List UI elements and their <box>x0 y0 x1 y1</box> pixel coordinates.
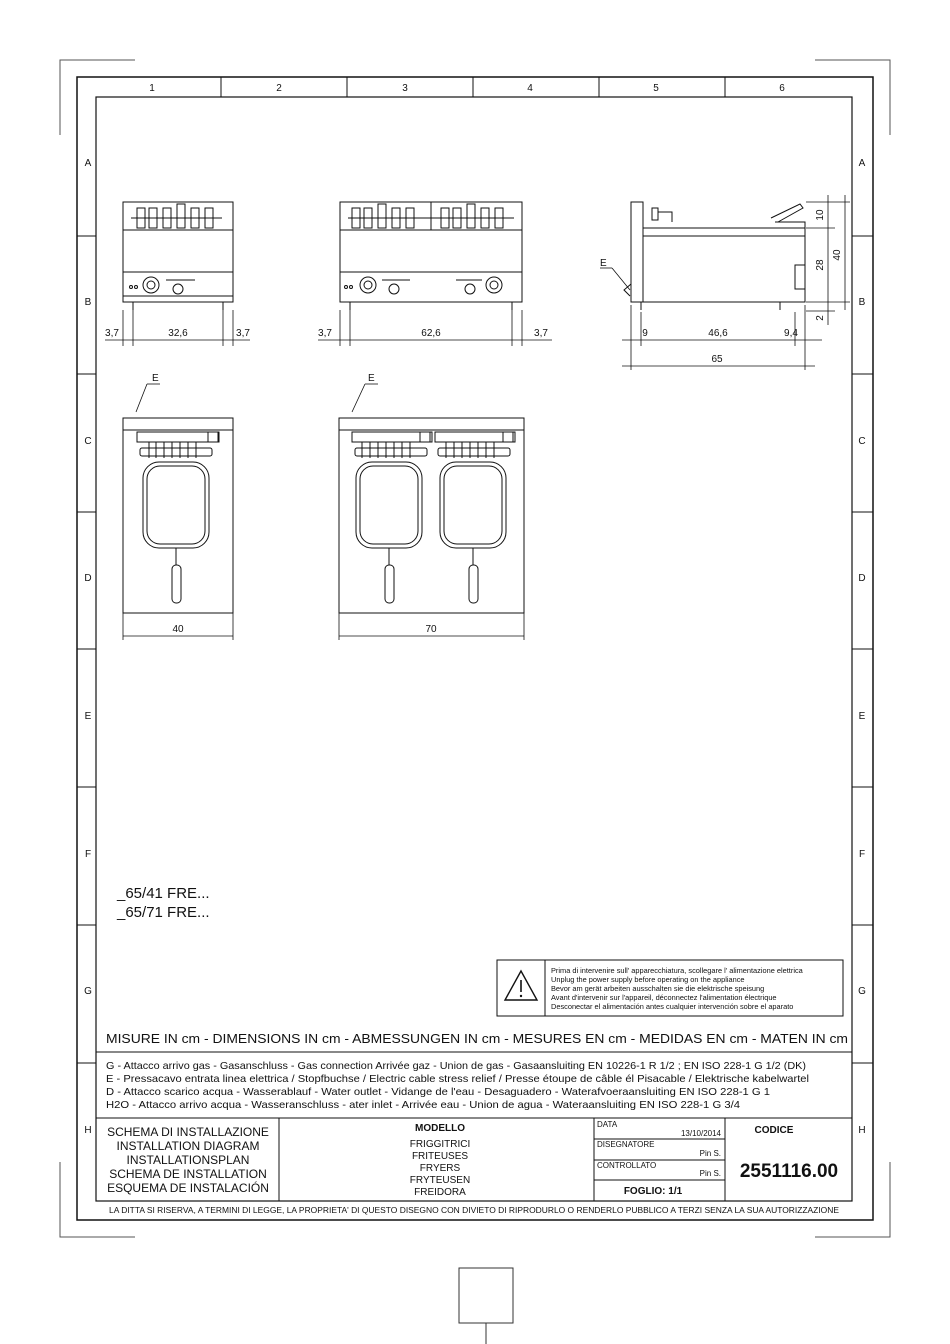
warning-box <box>497 960 843 1016</box>
disegnatore-label: DISEGNATORE <box>597 1140 655 1149</box>
diagram-titles <box>107 1125 269 1195</box>
row-label: A <box>858 158 866 169</box>
row-label: E <box>84 711 92 722</box>
row-label: G <box>84 986 92 997</box>
front-view-single-fryer <box>123 202 233 310</box>
column-label: 5 <box>653 83 659 94</box>
dimension-label: 3,7 <box>236 328 250 339</box>
dimension-label: 3,7 <box>318 328 332 339</box>
dimension-label: 9 <box>642 328 648 339</box>
row-label: C <box>858 436 866 447</box>
side-connection-leader <box>600 268 630 290</box>
dimension-label: 3,7 <box>534 328 548 339</box>
legend-line: E - Pressacavo entrata linea elettrica / Stopfbuchse / Electric cable stress relief / Presse étoupe de câble él Pisacable / Elektrische kabelwartel <box>106 1073 809 1085</box>
diagram-title: ESQUEMA DE INSTALACIÓN <box>107 1181 269 1195</box>
warning-triangle-icon <box>505 971 537 1000</box>
top-single-leader <box>136 384 160 412</box>
disegnatore-value: Pin S. <box>699 1149 721 1158</box>
warning-line: Bevor am gerät arbeiten ausschalten sie die elektrische speisung <box>551 984 765 993</box>
warning-line: Unplug the power supply before operating on the appliance <box>551 975 745 984</box>
controllato-value: Pin S. <box>699 1169 721 1178</box>
diagram-title: SCHEMA DI INSTALLAZIONE <box>107 1125 269 1139</box>
model-code: _65/41 FRE... <box>117 885 210 902</box>
column-labels <box>149 83 785 94</box>
row-dividers <box>77 236 873 1063</box>
top-double-leader <box>352 384 378 412</box>
copyright-footer: LA DITTA SI RISERVA, A TERMINI DI LEGGE, LA PROPRIETA' DI QUESTO DISEGNO CON DIVIETO DI RIPRODURLO O RENDERLO PUBBLICO A TERZI SENZA LA SUA AUTORIZZAZIONE <box>109 1206 839 1215</box>
dimension-label: 40 <box>832 249 843 261</box>
measures-note: MISURE IN cm - DIMENSIONS IN cm - ABMESSUNGEN IN cm - MESURES EN cm - MEDIDAS EN cm - MATEN IN cm <box>106 1031 848 1046</box>
column-dividers <box>221 77 725 97</box>
data-label: DATA <box>597 1120 618 1129</box>
front-view-double-fryer <box>340 202 522 310</box>
top-view-double-fryer <box>339 418 524 613</box>
row-label: C <box>84 436 92 447</box>
row-label: G <box>858 986 866 997</box>
row-label: F <box>84 849 92 860</box>
modello-values <box>410 1139 471 1198</box>
connection-label-e: E <box>600 258 607 269</box>
dimension-label: 2 <box>815 315 826 321</box>
column-label: 2 <box>276 83 282 94</box>
modello-value: FRYTEUSEN <box>409 1175 471 1186</box>
codice-label: CODICE <box>754 1125 794 1136</box>
modello-value: FREIDORA <box>414 1187 466 1198</box>
row-label: A <box>84 158 92 169</box>
warning-line: Prima di intervenire sull' apparecchiatura, scollegare l' alimentazione elettrica <box>551 966 803 975</box>
data-value: 13/10/2014 <box>680 1129 721 1138</box>
warning-line: Desconectar el alimentación antes cualquier intervención sobre el aparato <box>551 1002 794 1011</box>
dimension-label: 62,6 <box>421 328 441 339</box>
modello-value: FRYERS <box>419 1163 461 1174</box>
row-label: D <box>858 573 866 584</box>
column-label: 1 <box>149 83 155 94</box>
column-label: 4 <box>527 83 533 94</box>
controllato-label: CONTROLLATO <box>597 1161 657 1170</box>
modello-value: FRITEUSES <box>411 1151 469 1162</box>
dimension-label: 40 <box>172 624 184 635</box>
dimension-label: 46,6 <box>708 328 728 339</box>
sheet-number: FOGLIO: 1/1 <box>623 1186 683 1197</box>
outer-frame <box>77 77 873 1220</box>
legend-line: D - Attacco scarico acqua - Wasserablauf - Water outlet - Vidange de l'eau - Desaguadero - Waterafvoeraansluiting EN ISO 228-1 G 1 <box>106 1086 771 1098</box>
dimension-label: 10 <box>815 209 826 221</box>
connection-label-e: E <box>368 373 375 384</box>
dimension-label: 3,7 <box>105 328 119 339</box>
dimension-label: 70 <box>425 624 437 635</box>
dimension-label: 32,6 <box>168 328 188 339</box>
row-label: H <box>858 1125 866 1136</box>
modello-value: FRIGGITRICI <box>409 1139 471 1150</box>
column-label: 6 <box>779 83 785 94</box>
diagram-title: SCHEMA DE INSTALLATION <box>109 1167 267 1181</box>
warning-line: Avant d'intervenir sur l'appareil, déconnectez l'alimentation électrique <box>551 993 777 1002</box>
legend-line: H2O - Attacco arrivo acqua - Wasseranschluss - ater inlet - Arrivée eau - Union de agua - Wateraansluiting EN ISO 228-1 G 3/4 <box>106 1099 741 1111</box>
row-label: F <box>858 849 866 860</box>
side-view-fryer <box>624 202 805 310</box>
row-label: D <box>84 573 92 584</box>
legend-line: G - Attacco arrivo gas - Gasanschluss - Gas connection Arrivée gaz - Union de gas - Gasaansluiting EN 10226-1 R 1/2 ; EN ISO 228-1 G 1/2 (DK) <box>106 1060 806 1072</box>
modello-label: MODELLO <box>415 1123 465 1134</box>
page-marker <box>459 1268 513 1344</box>
row-label: H <box>84 1125 92 1136</box>
model-code: _65/71 FRE... <box>117 904 210 921</box>
diagram-title: INSTALLATIONSPLAN <box>126 1153 250 1167</box>
row-label: B <box>84 297 92 308</box>
dimension-label: 28 <box>815 259 826 271</box>
row-label: E <box>858 711 866 722</box>
row-label: B <box>858 297 866 308</box>
top-view-single-fryer <box>123 418 233 613</box>
dimension-label: 65 <box>711 354 723 365</box>
connection-label-e: E <box>152 373 159 384</box>
diagram-title: INSTALLATION DIAGRAM <box>116 1139 260 1153</box>
dimension-label: 9,4 <box>784 328 798 339</box>
codice-value: 2551116.00 <box>739 1161 839 1182</box>
column-label: 3 <box>402 83 408 94</box>
